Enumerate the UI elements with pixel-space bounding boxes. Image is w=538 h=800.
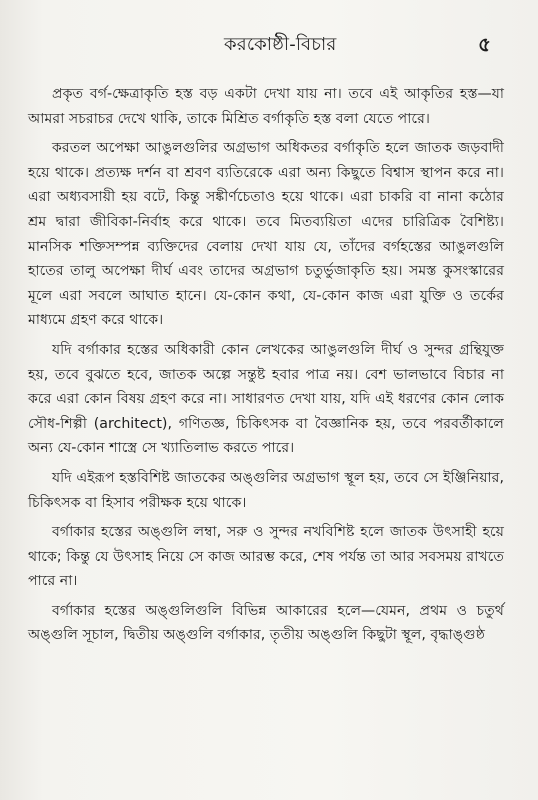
page-number: ৫ xyxy=(478,32,491,56)
page-header xyxy=(0,30,538,70)
paragraph: বর্গাকার হস্তের অঙ্গুলিগুলি বিভিন্ন আকারের হলে—যেমন, প্রথম ও চতুর্থ অঙ্গুলি সূচাল, দ্বিতীয় অঙ্গুলি বর্গাকার, তৃতীয় অঙ্গুলি কিছুটা স্থূল, বৃদ্ধাঙ্গুষ্ঠ xyxy=(28,602,504,644)
paragraph: প্রকৃত বর্গ-ক্ষেত্রাকৃতি হস্ত বড় একটা দেখা যায় না। তবে এই আকৃতির হস্ত—যা আমরা সচরাচর দেখে থাকি, তাকে মিশ্রিত বর্গাকৃতি হস্ত বলা যেতে পারে। xyxy=(28,86,504,127)
running-title: করকোষ্ঠী-বিচার xyxy=(224,34,337,55)
paragraph: বর্গাকার হস্তের অঙ্গুলি লম্বা, সরু ও সুন্দর নখবিশিষ্ট হলে জাতক উৎসাহী হয়ে থাকে; কিন্তু যে উৎসাহ নিয়ে সে কাজ আরম্ভ করে, শেষ পর্যন্ত তা আর সবসময় রাখতে পারে না। xyxy=(28,524,504,590)
paragraph: যদি এইরূপ হস্তবিশিষ্ট জাতকের অঙ্গুলির অগ্রভাগ স্থূল হয়, তবে সে ইঞ্জিনিয়ার, চিকিৎসক বা হিসাব পরীক্ষক হয়ে থাকে। xyxy=(28,469,504,511)
body-text xyxy=(28,82,504,653)
paragraph: করতল অপেক্ষা আঙুলগুলির অগ্রভাগ অধিকতর বর্গাকৃতি হলে জাতক জড়বাদী হয়ে থাকে। প্রত্যক্ষ দর্শন বা শ্রবণ ব্যতিরেকে এরা অন্য কিছুতে বিশ্বাস স্থাপন করে না। এরা অধ্যবসায়ী হয় বটে, কিন্তু সঙ্কীর্ণচেতাও হয়ে থাকে। এরা চাকরি বা নানা কঠোর শ্রম দ্বারা জীবিকা-নির্বাহ করে থাকে। তবে মিতব্যয়িতা এদের চারিত্রিক বৈশিষ্ট্য। মানসিক শক্তিসম্পন্ন ব্যক্তিদের বেলায় দেখা যায় যে, তাঁদের বর্গহস্তের আঙুলগুলি হাতের তালু অপেক্ষা দীর্ঘ এবং তাদের অগ্রভাগ চতুর্ভুজাকৃতি হয়। সমস্ত কুসংস্কারের মূলে এরা সবলে আঘাত হানে। যে-কোন কথা, যে-কোন কাজ এরা যুক্তি ও তর্কের মাধ্যমে গ্রহণ করে থাকে। xyxy=(28,140,504,329)
paragraph: যদি বর্গাকার হস্তের অধিকারী কোন লেখকের আঙুলগুলি দীর্ঘ ও সুন্দর গ্রন্থিযুক্ত হয়, তবে বুঝতে হবে, জাতক অল্পে সন্তুষ্ট হবার পাত্র নয়। বেশ ভালভাবে বিচার না করে এরা কোন বিষয় গ্রহণ করে না। সাধারণত দেখা যায়, যদি এই ধরণের কোন লোক সৌধ-শিল্পী (architect), গণিতজ্ঞ, চিকিৎসক বা বৈজ্ঞানিক হয়, তবে পরবর্তীকালে অন্য যে-কোন শাস্ত্রে সে খ্যাতিলাভ করতে পারে। xyxy=(28,341,504,457)
